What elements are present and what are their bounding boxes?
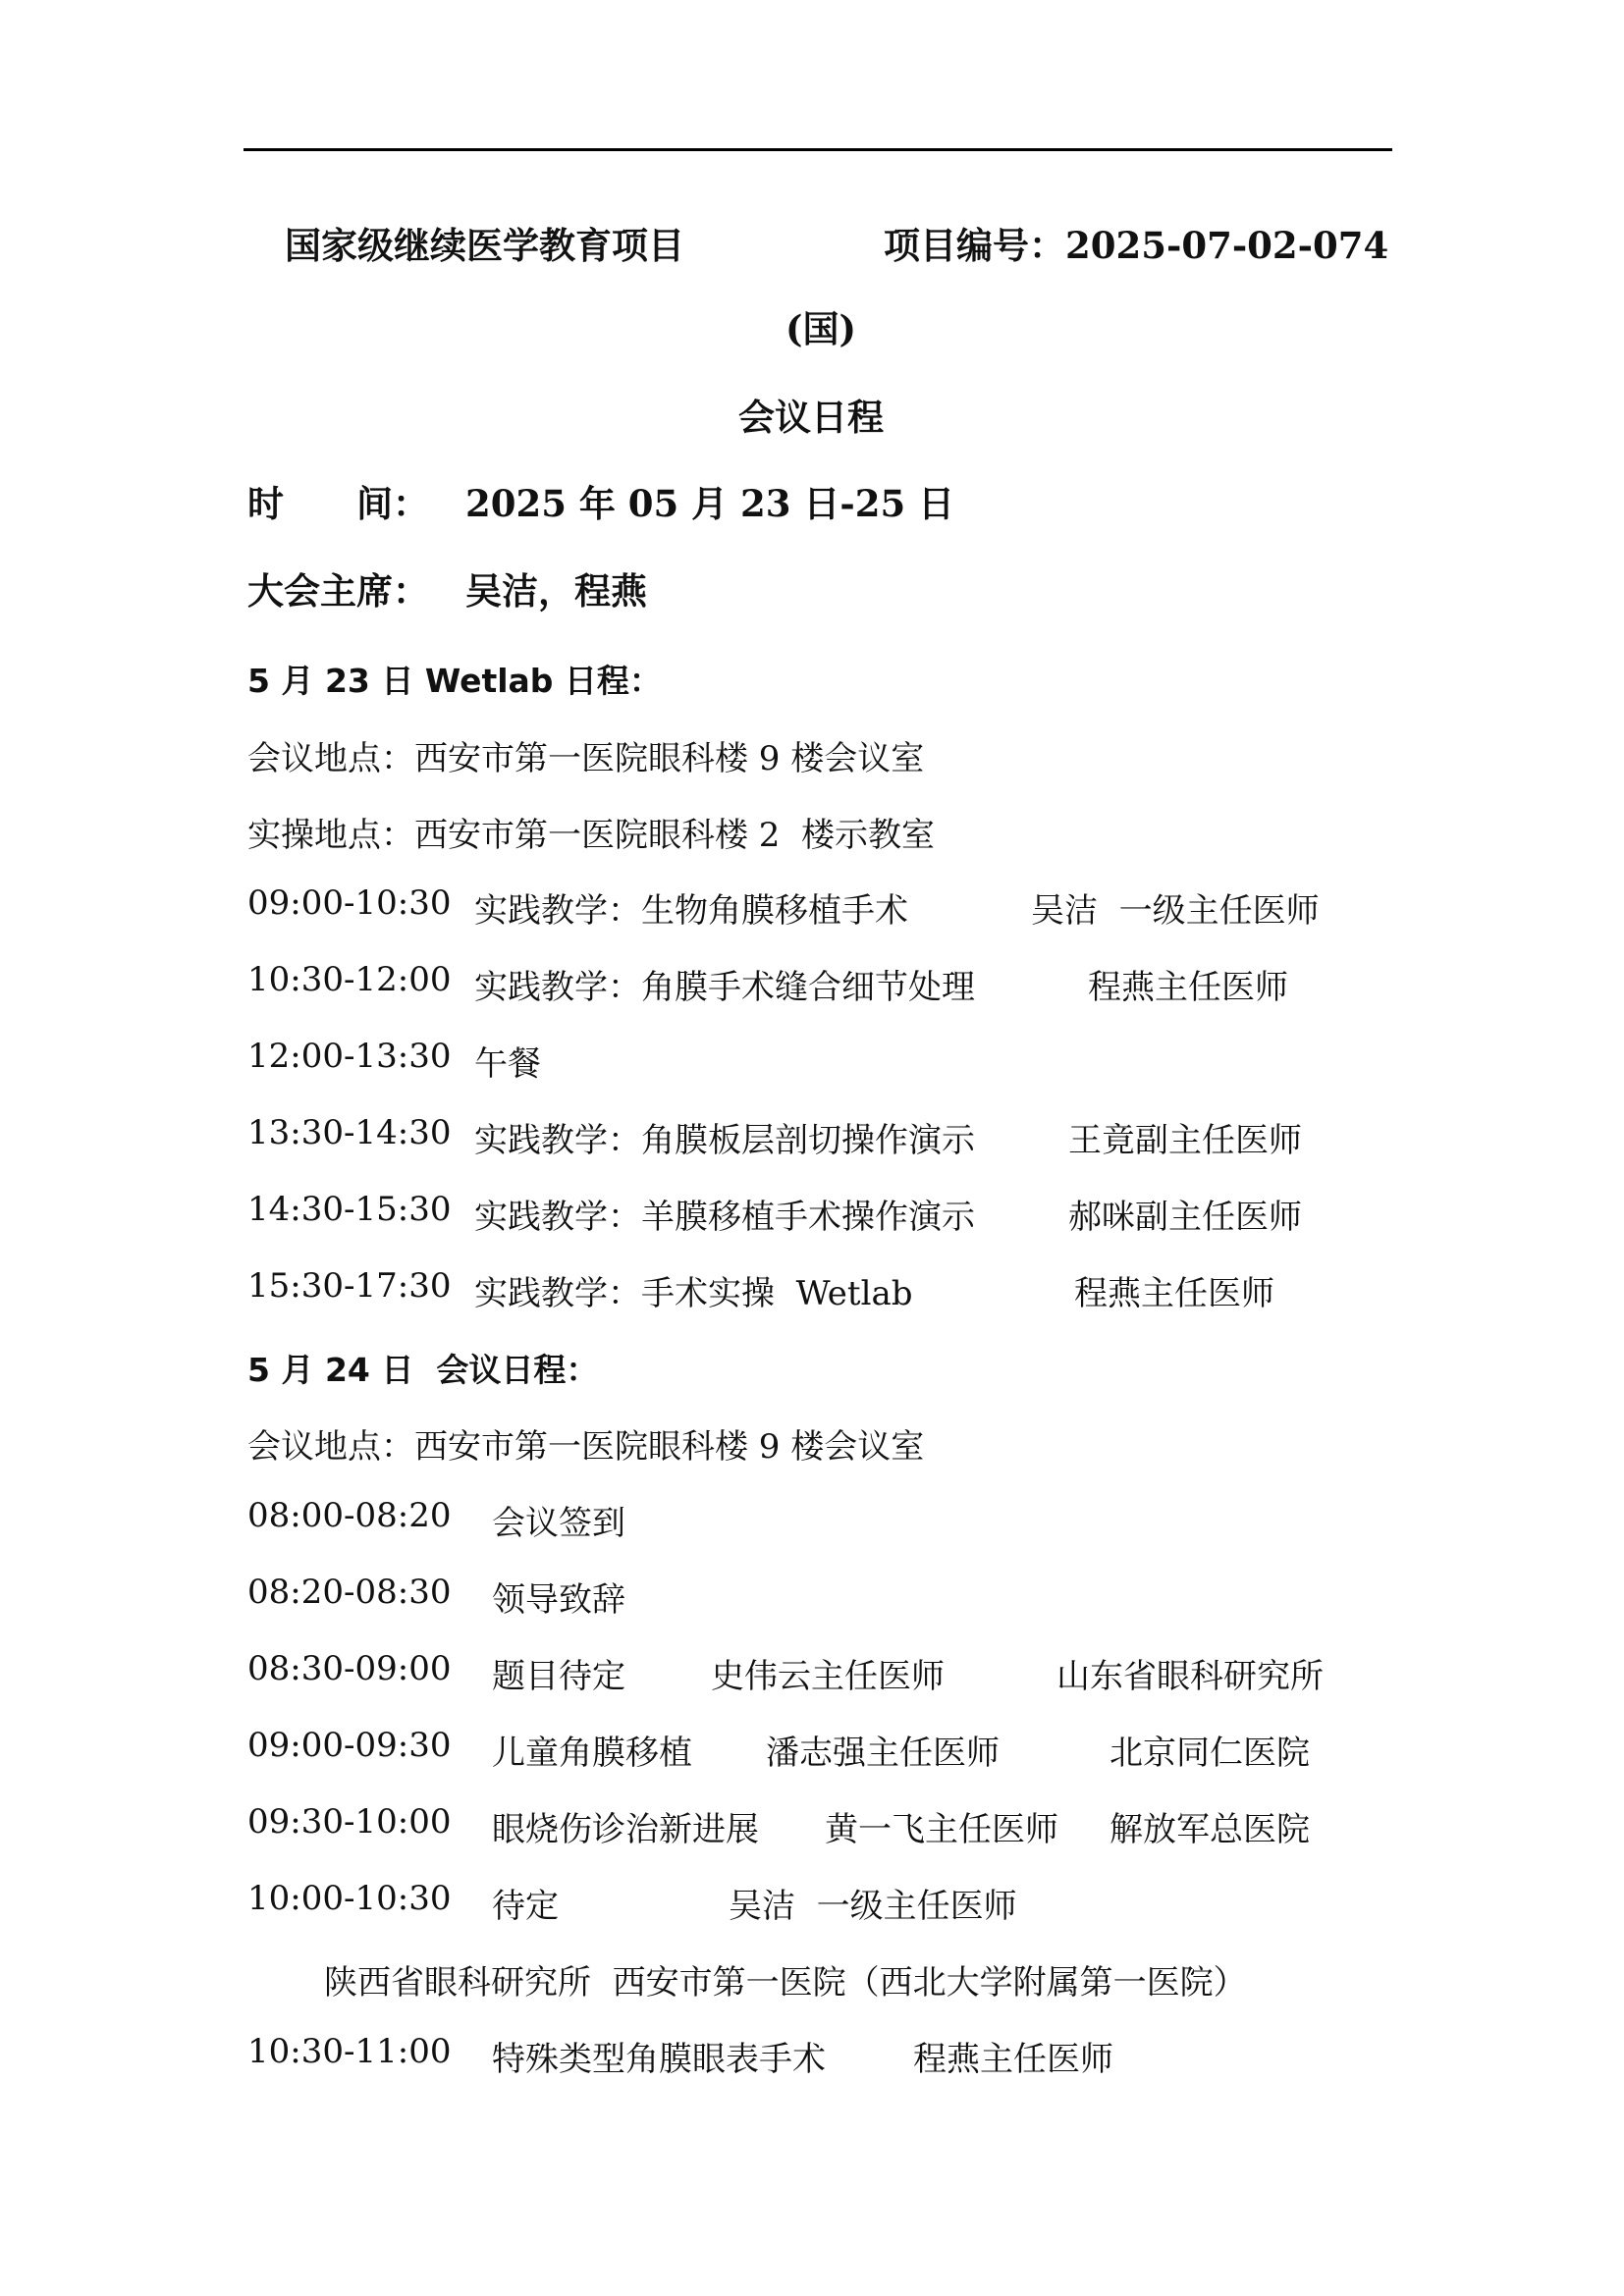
item-speaker: 黄一飞主任医师 bbox=[825, 1810, 1058, 1849]
project-type: 国家级继续医学教育项目 bbox=[285, 224, 684, 267]
item-time: 14:30-15:30 bbox=[247, 1190, 452, 1229]
day2-venue: 会议地点：西安市第一医院眼科楼 9 楼会议室 bbox=[247, 1427, 925, 1467]
item-topic: 眼烧伤诊治新进展 bbox=[492, 1810, 759, 1849]
day1-practice-venue: 实操地点：西安市第一医院眼科楼 2 楼示教室 bbox=[247, 816, 936, 855]
item-topic: 实践教学：生物角膜移植手术 bbox=[474, 891, 908, 931]
project-number-suffix: (国) bbox=[785, 307, 857, 350]
day1-heading: 5 月 23 日 Wetlab 日程： bbox=[247, 662, 662, 700]
item-time: 10:30-12:00 bbox=[247, 960, 452, 999]
item-speaker: 王竟副主任医师 bbox=[1068, 1121, 1302, 1160]
item-time: 15:30-17:30 bbox=[247, 1266, 452, 1306]
project-number: 项目编号：2025-07-02-074 bbox=[884, 224, 1389, 267]
item-time: 13:30-14:30 bbox=[247, 1113, 452, 1152]
item-org: 山东省眼科研究所 bbox=[1056, 1657, 1324, 1696]
item-speaker: 程燕主任医师 bbox=[1088, 968, 1288, 1007]
item-topic: 午餐 bbox=[474, 1044, 541, 1084]
item-time: 09:00-10:30 bbox=[247, 883, 452, 923]
item-topic: 实践教学：手术实操 Wetlab bbox=[474, 1274, 913, 1313]
item-time: 08:30-09:00 bbox=[247, 1649, 452, 1688]
item-time: 10:30-11:00 bbox=[247, 2032, 452, 2071]
chair-value: 吴洁，程燕 bbox=[465, 569, 647, 613]
header-rule bbox=[244, 148, 1392, 151]
item-time: 09:30-10:00 bbox=[247, 1802, 452, 1842]
day2-heading: 5 月 24 日 会议日程： bbox=[247, 1351, 599, 1389]
chair-label: 大会主席： bbox=[247, 569, 429, 613]
time-value: 2025 年 05 月 23 日-25 日 bbox=[465, 482, 955, 525]
item-topic: 实践教学：角膜板层剖切操作演示 bbox=[474, 1121, 975, 1160]
item-topic: 待定 bbox=[492, 1887, 559, 1926]
item-speaker: 程燕主任医师 bbox=[1074, 1274, 1274, 1313]
item-org: 北京同仁医院 bbox=[1110, 1734, 1310, 1773]
item-topic: 实践教学：角膜手术缝合细节处理 bbox=[474, 968, 975, 1007]
item-topic: 会议签到 bbox=[492, 1504, 625, 1543]
item-topic: 儿童角膜移植 bbox=[492, 1734, 692, 1773]
item-speaker: 程燕主任医师 bbox=[913, 2040, 1113, 2079]
day1-venue: 会议地点：西安市第一医院眼科楼 9 楼会议室 bbox=[247, 739, 925, 778]
item-time: 08:20-08:30 bbox=[247, 1573, 452, 1612]
page-title: 会议日程 bbox=[738, 396, 884, 439]
item-speaker: 潘志强主任医师 bbox=[766, 1734, 1000, 1773]
item-topic: 特殊类型角膜眼表手术 bbox=[492, 2040, 826, 2079]
item-time: 09:00-09:30 bbox=[247, 1726, 452, 1765]
item-time: 12:00-13:30 bbox=[247, 1037, 452, 1076]
item-speaker: 史伟云主任医师 bbox=[711, 1657, 945, 1696]
item-topic: 实践教学：羊膜移植手术操作演示 bbox=[474, 1198, 975, 1237]
item-speaker: 吴洁 一级主任医师 bbox=[1031, 891, 1320, 931]
item-continuation: 陕西省眼科研究所 西安市第一医院（西北大学附属第一医院） bbox=[324, 1963, 1247, 2002]
item-time: 08:00-08:20 bbox=[247, 1496, 452, 1535]
item-time: 10:00-10:30 bbox=[247, 1879, 452, 1918]
item-org: 解放军总医院 bbox=[1110, 1810, 1310, 1849]
item-topic: 领导致辞 bbox=[492, 1580, 625, 1620]
item-speaker: 吴洁 一级主任医师 bbox=[729, 1887, 1017, 1926]
time-label: 时 间： bbox=[247, 482, 429, 525]
item-speaker: 郝咪副主任医师 bbox=[1068, 1198, 1302, 1237]
item-topic: 题目待定 bbox=[492, 1657, 625, 1696]
